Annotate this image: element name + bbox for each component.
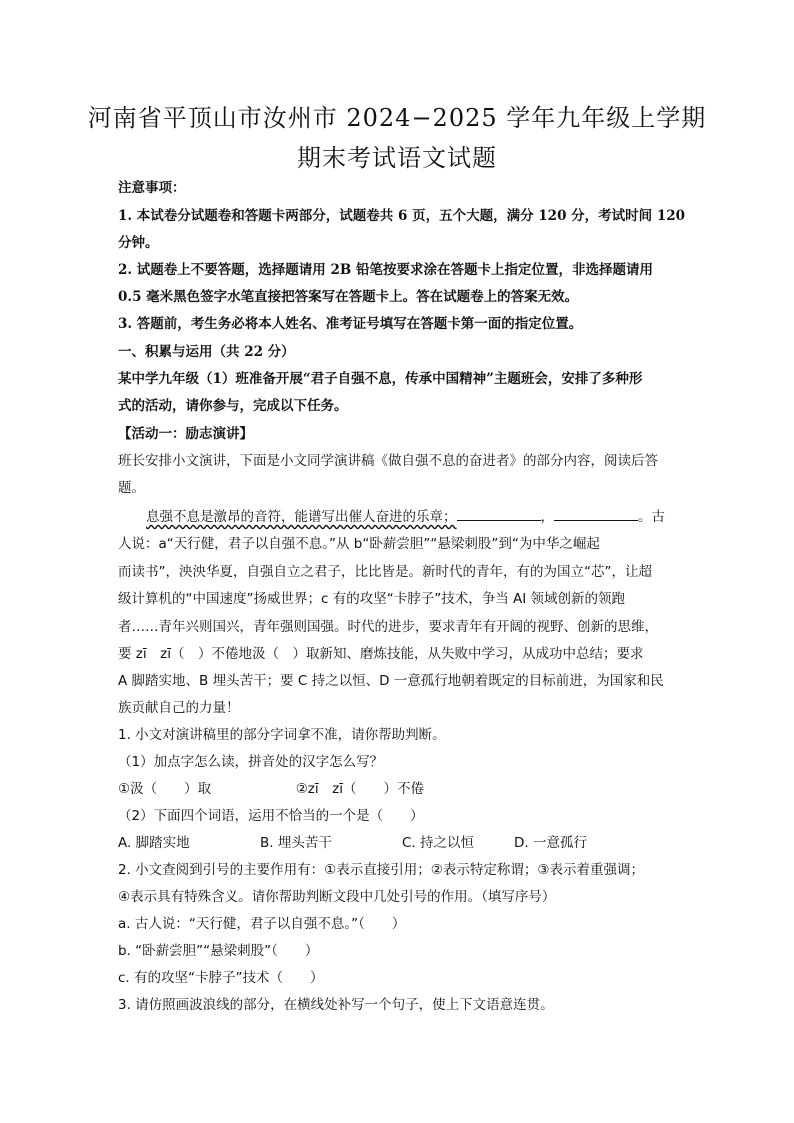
section-intro-b: 式的活动，请你参与，完成以下任务。 — [118, 398, 348, 414]
notice-item-2b: 0.5 毫米黑色签字水笔直接把答案写在答题卡上。答在试题卷上的答案无效。 — [118, 289, 579, 305]
notice-item-1a: 1. 本试卷分试题卷和答题卡两部分，试题卷共 6 页，五个大题，满分 120 分，考试时间 120 — [118, 208, 686, 224]
fill-blank-1[interactable] — [457, 506, 541, 521]
answer-item-zizi[interactable]: ②zī zī（ ）不倦 — [295, 781, 424, 797]
notice-heading: 注意事项： — [118, 180, 186, 196]
question-2-item-c[interactable]: c. 有的攻坚“卡脖子”技术（ ） — [118, 970, 324, 986]
passage-line-7: A 脚踏实地、B 埋头苦干；要 C 持之以恒、D 一意孤行地朝着既定的目标前进，为国家和民 — [118, 673, 664, 689]
section-intro-a: 某中学九年级（1）班准备开展“君子自强不息，传承中国精神”主题班会，安排了多种形 — [118, 371, 643, 387]
passage-line-5: 者……青年兴则国兴，青年强则国强。时代的进步，要求青年有开阔的视野、创新的思维， — [118, 619, 658, 635]
option-d[interactable]: D. 一意孤行 — [514, 835, 587, 851]
activity-heading: 【活动一：励志演讲】 — [118, 426, 253, 442]
notice-item-1b: 分钟。 — [118, 235, 159, 251]
option-c[interactable]: C. 持之以恒 — [402, 835, 475, 851]
passage-line-2: 人说：a“天行健，君子以自强不息。”从 b“卧薪尝胆”“悬梁刺股”到“为中华之崛起 — [118, 536, 600, 552]
activity-lead-a: 班长安排小文演讲，下面是小文同学演讲稿《做自强不息的奋进者》的部分内容，阅读后答 — [118, 453, 658, 469]
question-2-item-b[interactable]: b. “卧薪尝胆”“悬梁刺股”（ ） — [118, 943, 319, 959]
question-3: 3. 请仿照画波浪线的部分，在横线处补写一个句子，使上下文语意连贯。 — [118, 997, 554, 1013]
activity-lead-b: 题。 — [118, 480, 145, 496]
page-title-line1: 河南省平顶山市汝州市 2024−2025 学年九年级上学期 — [87, 104, 707, 132]
option-a[interactable]: A. 脚踏实地 — [118, 835, 190, 851]
notice-item-3: 3. 答题前，考生务必将本人姓名、准考证号填写在答题卡第一面的指定位置。 — [118, 316, 583, 332]
fill-blank-2[interactable] — [554, 506, 638, 521]
notice-item-2a: 2. 试题卷上不要答题，选择题请用 2B 铅笔按要求涂在答题卡上指定位置，非选择题请用 — [118, 262, 653, 278]
question-1-1-answers — [118, 779, 688, 799]
question-1-2-options — [118, 833, 688, 853]
passage-line-6: 要 zī zī（ ）不倦地汲（ ）取新知、磨炼技能，从失败中学习，从成功中总结；要求 — [118, 646, 644, 662]
wavy-underlined-sentence: 息强不息是激昂的音符，能谱写出催人奋进的乐章； — [146, 509, 457, 525]
section-heading: 一、积累与运用（共 22 分） — [118, 344, 295, 360]
answer-item-ji[interactable]: ①汲（ ）取 — [118, 781, 212, 797]
question-2a: 2. 小文查阅到引号的主要作用有：①表示直接引用；②表示特定称谓；③表示着重强调； — [118, 862, 644, 878]
question-1-1: （1）加点字怎么读，拼音处的汉字怎么写？ — [118, 754, 384, 770]
page-title-line2: 期末考试语文试题 — [297, 144, 497, 172]
question-1-2: （2）下面四个词语，运用不恰当的一个是（ ） — [118, 808, 424, 824]
passage-line-8: 族贡献自己的力量！ — [118, 700, 240, 716]
option-b[interactable]: B. 埋头苦干 — [260, 835, 332, 851]
passage-line-1: 息强不息是激昂的音符，能谱写出催人奋进的乐章； ， 。古 — [146, 506, 688, 527]
question-2-item-a[interactable]: a. 古人说：“天行健，君子以自强不息。”（ ） — [118, 916, 406, 932]
passage-line-3: 而读书”，泱泱华夏，自强自立之君子，比比皆是。新时代的青年，有的为国立“芯”，让超 — [118, 564, 652, 580]
question-2b: ④表示具有特殊含义。请你帮助判断文段中几处引号的作用。（填写序号） — [118, 889, 556, 905]
passage-line-4: 级计算机的“中国速度”扬威世界；c 有的攻坚“卡脖子”技术，争当 AI 领域创新的领跑 — [118, 591, 625, 607]
question-1: 1. 小文对演讲稿里的部分字词拿不准，请你帮助判断。 — [118, 727, 446, 743]
